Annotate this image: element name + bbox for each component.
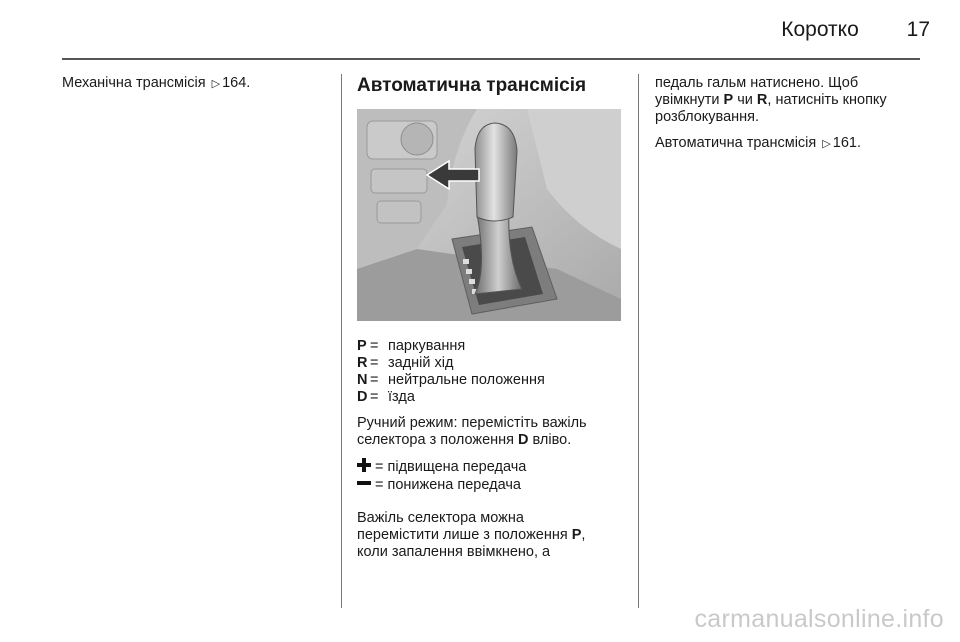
- minus-text: = понижена передача: [375, 477, 521, 493]
- text-line: коли запалення ввімкнено, а: [357, 544, 551, 560]
- text-segment: увімкнути: [655, 92, 720, 108]
- gear-selector-illustration: [357, 109, 621, 321]
- page-reference: 164.: [222, 75, 251, 91]
- text-line: [357, 432, 622, 449]
- reference-arrow-icon: ▷: [822, 138, 831, 150]
- legend-row-p: [357, 338, 622, 355]
- legend-text: задній хід: [388, 355, 454, 371]
- column-1: [62, 75, 332, 93]
- manual-transmission-text: Механічна трансмісія: [62, 75, 206, 91]
- page-header-title: Коротко: [781, 18, 859, 41]
- column-2: [357, 75, 622, 561]
- header-rule: [62, 58, 920, 60]
- legend-text: нейтральне положення: [388, 372, 545, 388]
- reference-arrow-icon: ▷: [211, 78, 221, 90]
- legend-row-n: [357, 372, 622, 389]
- plus-minus-legend: [357, 458, 622, 494]
- text-line: розблокування.: [655, 109, 760, 125]
- watermark: carmanualsonline.info: [694, 605, 944, 633]
- text-line: Важіль селектора можна: [357, 510, 524, 526]
- legend-eq: =: [370, 372, 379, 388]
- legend-eq: =: [370, 389, 379, 405]
- text-line: [655, 92, 920, 109]
- manual-mode-paragraph: [357, 415, 622, 449]
- text-line: [357, 527, 622, 544]
- legend-key: N: [357, 372, 368, 388]
- gear-key: P: [723, 92, 734, 108]
- text-segment: Автоматична трансмісія: [655, 135, 817, 151]
- legend-row-r: [357, 355, 622, 372]
- legend-eq: =: [370, 355, 379, 371]
- text-segment: чи: [737, 92, 753, 108]
- text-segment: , натисніть кнопку: [767, 92, 887, 108]
- page-number: 17: [906, 18, 930, 41]
- legend-eq: =: [370, 338, 379, 354]
- selector-paragraph: [357, 510, 622, 561]
- text-segment: ,: [581, 527, 586, 543]
- plus-icon: [357, 458, 371, 472]
- text-segment: вліво.: [532, 432, 572, 448]
- legend-key: D: [357, 389, 368, 405]
- text-segment: перемістити лише з положення: [357, 527, 568, 543]
- plus-row: [357, 458, 622, 476]
- plus-text: = підвищена передача: [375, 459, 527, 475]
- legend-text: їзда: [388, 389, 415, 405]
- section-title: Автоматична трансмісія: [357, 75, 587, 96]
- column-3: [655, 75, 920, 153]
- gear-selector-image: [357, 109, 621, 321]
- gear-key: R: [756, 92, 768, 108]
- legend-key: R: [357, 355, 368, 371]
- page-reference: 161.: [832, 135, 861, 151]
- column-divider-1: [341, 74, 342, 608]
- text-line: Ручний режим: перемістіть важіль: [357, 415, 587, 431]
- minus-icon: [357, 476, 371, 490]
- gear-key: D: [518, 432, 529, 448]
- minus-row: [357, 476, 622, 494]
- gear-key: P: [571, 527, 582, 543]
- column-divider-2: [638, 74, 639, 608]
- legend-key: P: [357, 338, 367, 354]
- legend-row-d: [357, 389, 622, 406]
- text-line: педаль гальм натиснено. Щоб: [655, 75, 859, 91]
- automatic-transmission-reference: [655, 135, 920, 153]
- legend-text: паркування: [388, 338, 466, 354]
- text-segment: селектора з положення: [357, 432, 514, 448]
